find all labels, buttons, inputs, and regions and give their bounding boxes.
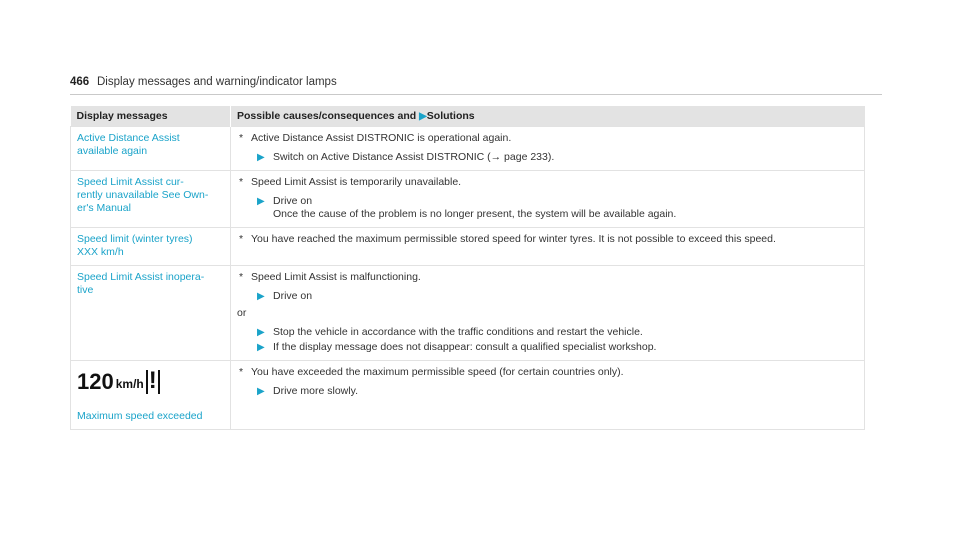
display-message: available again [77,145,148,157]
table-row [71,361,865,430]
display-message: XXX km/h [77,246,124,258]
solution-step-detail: Once the cause of the problem is no longer present, the system will be available again. [273,208,677,220]
table-row [71,171,865,228]
message-cell [71,127,231,171]
asterisk-bullet: * [239,233,244,245]
solution-cell [231,127,865,171]
asterisk-bullet: * [239,176,244,188]
column-header-solutions-label: Solutions [426,109,475,122]
solution-cell [231,228,865,266]
column-header-causes-solutions [231,106,865,127]
speed-warning-symbol [77,367,224,394]
message-cell [71,266,231,361]
asterisk-bullet: * [239,366,244,378]
asterisk-bullet: * [239,271,244,283]
display-message: Speed limit (winter tyres) [77,233,193,245]
solution-step: Drive more slowly. [273,385,358,397]
solution-step: Drive on [273,290,313,302]
speed-value: 120 [77,369,114,394]
cause-text: Speed Limit Assist is malfunctioning. [251,271,421,283]
exclamation-icon: ! [146,370,160,394]
solution-cell [231,266,865,361]
display-message: er's Manual [77,202,131,214]
play-triangle-icon: ▶ [257,196,265,207]
cause-text: You have reached the maximum permissible stored speed for winter tyres. It is not possible to exceed this speed. [251,233,776,245]
display-message: Speed Limit Assist inopera- [77,271,205,283]
column-header-display-messages: Display messages [71,106,231,127]
solution-step: Stop the vehicle in accordance with the traffic conditions and restart the vehicle. [273,326,643,338]
play-triangle-icon: ▶ [419,110,427,122]
table-row [71,266,865,361]
cause-text: Speed Limit Assist is temporarily unavailable. [251,176,462,188]
display-message: rently unavailable See Own- [77,189,209,201]
table-row [71,228,865,266]
display-message: Active Distance Assist [77,132,180,144]
speed-unit: km/h [115,377,144,391]
solution-step: Drive on [273,195,313,207]
display-message: Speed Limit Assist cur- [77,176,184,188]
play-triangle-icon: ▶ [257,291,265,302]
column-header-causes-label: Possible causes/consequences and [237,109,417,122]
solution-step: Switch on Active Distance Assist DISTRONIC (→ page 233). [273,151,555,163]
play-triangle-icon: ▶ [257,152,265,163]
play-triangle-icon: ▶ [257,327,265,338]
asterisk-bullet: * [239,132,244,144]
cause-text: Active Distance Assist DISTRONIC is operational again. [251,132,512,144]
display-message: tive [77,284,94,296]
message-cell [71,228,231,266]
page-number: 466 [70,76,90,88]
solution-cell [231,171,865,228]
display-messages-table [70,106,865,430]
table-header-row [71,106,865,127]
page-title: Display messages and warning/indicator lamps [97,76,337,88]
play-triangle-icon: ▶ [257,342,265,353]
play-triangle-icon: ▶ [257,386,265,397]
page-header [70,74,882,95]
table-row [71,127,865,171]
message-cell [71,361,231,430]
or-separator: or [237,307,247,319]
display-message: Maximum speed exceeded [77,410,203,422]
solution-step: If the display message does not disappear: consult a qualified specialist workshop. [273,341,657,353]
message-cell [71,171,231,228]
solution-cell [231,361,865,430]
cause-text: You have exceeded the maximum permissible speed (for certain countries only). [251,366,624,378]
